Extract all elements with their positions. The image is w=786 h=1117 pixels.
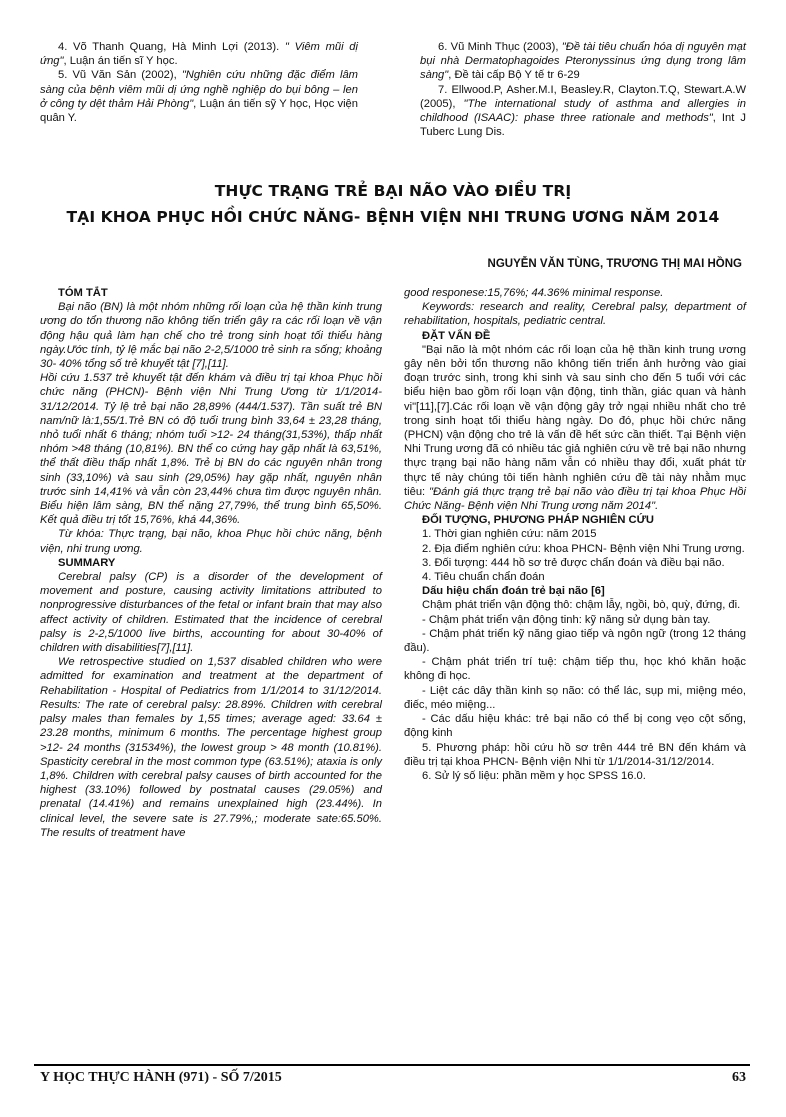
methods-heading: ĐỐI TƯỢNG, PHƯƠNG PHÁP NGHIÊN CỨU (422, 514, 654, 527)
reference-6: 6. Vũ Minh Thục (2003), "Đề tài tiêu chuẩn hóa dị nguyên mạt bụi nhà Dermatophagoides Pteronyssinus ứng dụng trong lâm sàng", Đề tài cấp Bộ Y tế tr 6-29 (420, 41, 747, 82)
abstract-heading: TÓM TẮT (58, 287, 108, 299)
summary-heading: SUMMARY (58, 556, 116, 569)
footer-rule (34, 1064, 750, 1066)
reference-5: 5. Vũ Văn Sản (2002), "Nghiên cứu những đặc điểm lâm sàng của bệnh viêm mũi dị ứng nghề nghiệp do bụi bông – len ở công ty dệt thảm Hải Phòng", Luận án tiến sỹ Y học, Học viện quân Y. (40, 69, 359, 125)
references-right (420, 40, 746, 139)
summary-paragraph-1: Cerebral palsy (CP) is a disorder of the development of movement and posture, causing activity limitations attributed to nonprogressive disturbances of the fetal or infant brain that may also affect activity of children. Estimated that the incidence of cerebral palsy is 2-2,5/1000 live births, accounting for about 30-40% of children with disabilities[7],[11]. (40, 571, 382, 655)
left-column (40, 286, 382, 840)
article-title (40, 178, 746, 230)
intro-heading: ĐẶT VẤN ĐỀ (422, 329, 491, 342)
method-1: 1. Thời gian nghiên cứu: năm 2015 (422, 528, 597, 541)
sign-5: - Liệt các dây thần kinh sọ não: có thể lác, sụp mi, miệng méo, điếc, méo miệng... (404, 684, 746, 711)
abstract-keywords: Từ khóa: Thực trạng, bại não, khoa Phục hồi chức năng, bệnh viện, nhi trung ương. (40, 528, 382, 555)
method-3: 3. Đối tượng: 444 hồ sơ trẻ được chẩn đoán và điều bại não. (422, 556, 725, 569)
journal-footer: Y HỌC THỰC HÀNH (971) - SỐ 7/2015 (40, 1070, 282, 1085)
reference-7: 7. Ellwood.P, Asher.M.I, Beasley.R, Clayton.T.Q, Stewart.A.W (2005), "The international study of asthma and allergies in childhood (ISAAC): phase three rationale and methods", Int J Tuberc Lung Dis. (420, 83, 747, 139)
method-6: 6. Sử lý số liệu: phần mềm y học SPSS 16.0. (422, 769, 646, 782)
sign-3: - Chậm phát triển kỹ năng giao tiếp và ngôn ngữ (trong 12 tháng đầu). (404, 627, 746, 655)
title-line-1: THỰC TRẠNG TRẺ BẠI NÃO VÀO ĐIỀU TRỊ (214, 182, 572, 200)
sign-4: - Chậm phát triển trí tuệ: chậm tiếp thu, học khó khăn hoặc không đi học. (404, 656, 746, 683)
abstract-paragraph-1: Bại não (BN) là một nhóm những rối loạn của hệ thần kinh trung ương do tổn thương não không tiến triển gây ra các rối loạn về vận động hậu quả làm hạn chế cho trẻ trong sinh hoạt tối thiểu hàng ngày.Ước tính, tỷ lệ mắc bại não 2-2,5/1000 trẻ sinh ra sống; khoảng 30- 40% tổng số trẻ khuyết tật [7],[11]. (40, 301, 382, 371)
method-5: 5. Phương pháp: hồi cứu hồ sơ trên 444 trẻ BN đến khám và điều trị tại khoa PHCN- Bệnh viện Nhi từ 1/1/2014-31/12/2014. (404, 741, 746, 768)
right-column (404, 286, 746, 783)
references-left (40, 40, 358, 125)
intro-paragraph: "Bại não là một nhóm các rối loạn của hệ thần kinh trung ương gây nên bởi tổn thương não không tiến triển ảnh hưởng vào giai đoạn trước sinh, trong khi sinh và sau sinh cho đến 5 tuổi với các biểu hiện bao gồm rối loạn vận động, tinh thần, giác quan và hành vi"[11],[7].Các rối loạn về vận động gây trở ngại nhiều nhất cho trẻ trong sinh hoạt tối thiểu hàng ngày. Do đó, phục hồi chức năng (PHCN) vận động cho trẻ là vấn đề hết sức cần thiết. Tại Bệnh viện Nhi Trung ương đã có nhiều tác giả nghiên cứu về trẻ bại não nhưng thực trạng bại não hàng năm vẫn có nhiều thay đổi, xuất phát từ thực tế này chúng tôi tiến hành nghiên cứu đề tài này nhằm mục tiêu: "Đánh giá thực trạng trẻ bại não vào điều trị tại khoa Phục Hồi Chức Năng- Bệnh viện Nhi Trung ương năm 2014". (404, 343, 746, 513)
diagnosis-signs-heading: Dấu hiệu chẩn đoán trẻ bại não [6] (422, 585, 605, 598)
keywords: Keywords: research and reality, Cerebral palsy, department of rehabilitation, hospitals, pediatric central. (404, 301, 746, 328)
sign-2: - Chậm phát triển vận động tinh: kỹ năng sử dụng bàn tay. (422, 613, 711, 626)
title-line-2: TẠI KHOA PHỤC HỒI CHỨC NĂNG- BỆNH VIỆN NHI TRUNG ƯƠNG NĂM 2014 (66, 208, 720, 226)
sign-1: Chậm phát triển vận động thô: chậm lẫy, ngồi, bò, quỳ, đứng, đi. (422, 599, 741, 612)
page-number: 63 (732, 1070, 746, 1085)
reference-4: 4. Võ Thanh Quang, Hà Minh Lợi (2013). " Viêm mũi dị ứng", Luận án tiến sĩ Y học. (40, 41, 358, 68)
sign-6: - Các dấu hiệu khác: trẻ bại não có thể bị cong vẹo cột sống, động kinh (404, 713, 746, 740)
authors: NGUYỄN VĂN TÙNG, TRƯƠNG THỊ MAI HỒNG (487, 258, 742, 270)
method-2: 2. Địa điểm nghiên cứu: khoa PHCN- Bệnh viện Nhi Trung ương. (422, 542, 745, 555)
abstract-paragraph-2: Hồi cứu 1.537 trẻ khuyết tật đến khám và điều trị tại khoa Phục hồi chức năng (PHCN)- Bệnh viện Nhi Trung Ương từ 1/1/2014-31/12/2014. Tỷ lệ trẻ bại não 28,89% (444/1.537). Tần suất trẻ BN nam/nữ là:1,55/1.Trẻ BN có độ tuổi trung bình 33,64 ± 23,28 tháng, nhỏ tuổi nhất 6 tháng; nhóm tuổi >12- 24 tháng(31,53%), thấp nhất nhóm >48 tháng (10,81%). BN thể co cứng hay gặp nhất là 63,51%, thể thất điều thấp nhất 1,8%. Trẻ bị BN do các nguyên nhân trong sinh (33,10%) và sau sinh (29,05%) hay gặp nhất, nguyên nhân trước sinh 14,41% và vẫn còn 23,44% chưa tìm được nguyên nhân. Biểu hiện lâm sàng, BN thể nặng 27,79%, thể trung bình 65,50%. Kết quả điều trị tốt 15,76%, khá 44,36%. (40, 372, 382, 527)
method-4: 4. Tiêu chuẩn chẩn đoán (422, 571, 545, 584)
summary-paragraph-2: We retrospective studied on 1,537 disabled children who were admitted for examination and treatment at the department of Rehabilitation - Hospital of Pediatrics from 1/1/2014 to 31/12/2014. Results: The rate of cerebral palsy: 28.89%. Children with cerebral palsy males than females by 1,55 times; average aged: 33.64 ± 23.28 months, minimum 6 months. The percentage highest group >12- 24 months (31534%), the lowest group > 48 month (10.81%). Spasticity cerebral in the most common type (63.51%); ataxia is only 1,8%. Children with cerebral palsy causes of birth accounted for the highest (33.10%) followed by postnatal causes (29.05%) and prenatal (14.41%) and remains unexplained high (23.44%). In clinical level, the severe sate is 27.79%,; moderate sate:65.50%. The results of treatment have (40, 656, 382, 839)
summary-continued: good responese:15,76%; 44.36% minimal response. (404, 287, 664, 299)
